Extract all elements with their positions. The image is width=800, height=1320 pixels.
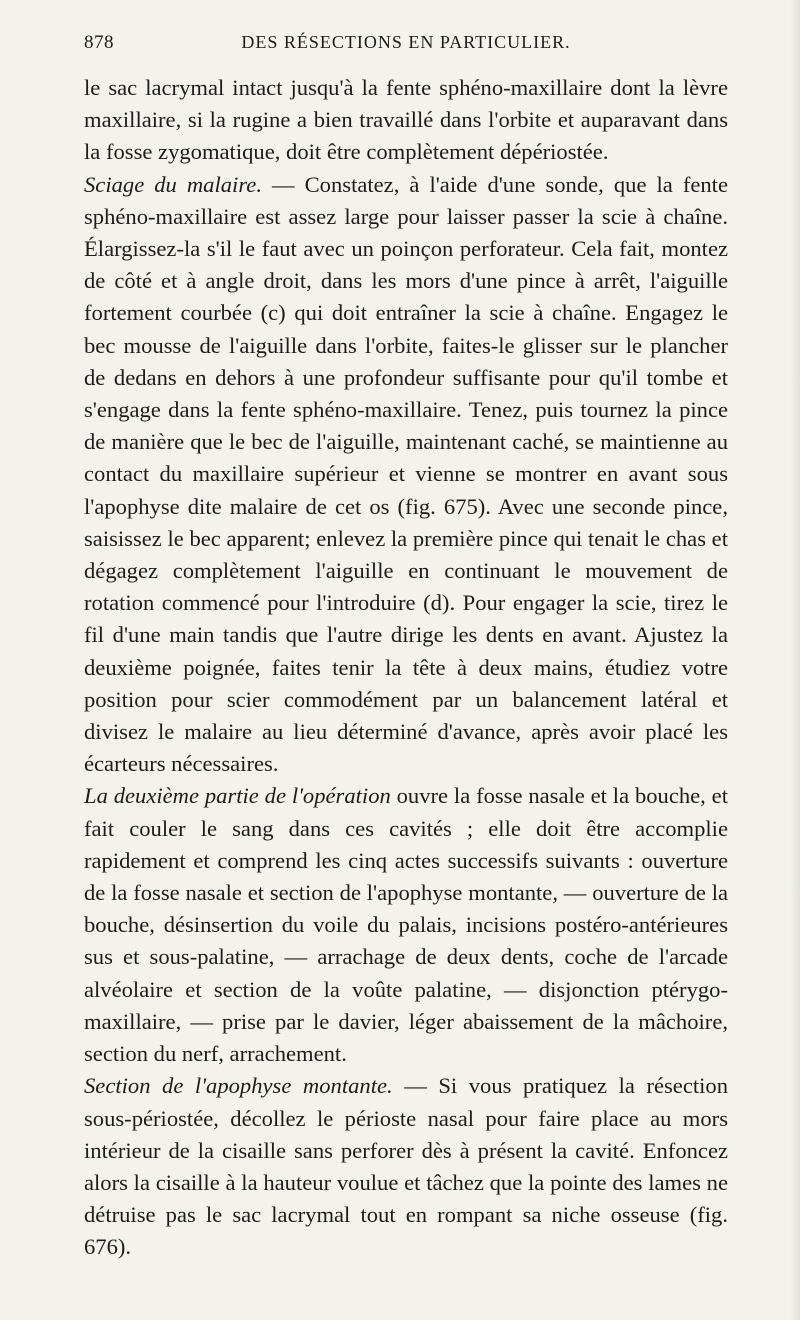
running-title: DES RÉSECTIONS EN PARTICULIER. <box>241 32 571 52</box>
paragraph-text: — Constatez, à l'aide d'une sonde, que la fente sphéno-maxillaire est assez large pour laisser passer la scie à chaîne. Élargissez-la s'il le faut avec un poinçon perforateur. Cela fait, montez de côté et à angle droit, dans les mors d'une pince à arrêt, l'aiguille fortement courbée (c) qui doit entraîner la scie à chaîne. Engagez le bec mousse de l'aiguille dans l'orbite, faites-le glisser sur le plancher de dedans en dehors à une profondeur suffisante pour qu'il tombe et s'engage dans la fente sphéno-maxillaire. Tenez, puis tournez la pince de manière que le bec de l'aiguille, maintenant caché, se maintienne au contact du maxillaire supérieur et vienne se montrer en avant sous l'apophyse dite malaire de cet os (fig. 675). Avec une seconde pince, saisissez le bec apparent; enlevez la première pince qui tenait le chas et dégagez complètement l'aiguille en continuant le mouvement de rotation commencé pour l'introduire (d). Pour engager la scie, tirez le fil d'une main tandis que l'autre dirige les dents en avant. Ajustez la deuxième poignée, faites tenir la tête à deux mains, étudiez votre position pour scier commodément par un balancement latéral et divisez le malaire au lieu déterminé d'avance, après avoir placé les écarteurs nécessaires. <box>84 171 728 777</box>
section-title: Sciage du malaire. <box>84 171 262 197</box>
paragraph <box>84 72 728 169</box>
paragraph <box>84 169 728 781</box>
body-text <box>84 72 728 1264</box>
paragraph-text: — Si vous pratiquez la résection sous-périostée, décollez le périoste nasal pour faire place au mors intérieur de la cisaille sans perforer dès à présent la cavité. Enfoncez alors la cisaille à la hauteur voulue et tâchez que la pointe des lames ne détruise pas le sac lacrymal tout en rompant sa niche osseuse (fig. 676). <box>84 1073 729 1260</box>
paragraph-text: ouvre la fosse nasale et la bouche, et fait couler le sang dans ces cavités ; elle doit être accomplie rapidement et comprend les cinq actes successifs suivants : ouverture de la fosse nasale et section de l'apophyse montante, — ouverture de la bouche, désinsertion du voile du palais, incisions postéro-antérieures sus et sous-palatine, — arrachage de deux dents, coche de l'arcade alvéolaire et section de la voûte palatine, — disjonction ptérygo-maxillaire, — prise par le davier, léger abaissement de la mâchoire, section du nerf, arrachement. <box>84 783 728 1067</box>
section-title: La deuxième partie de l'opération <box>84 783 391 809</box>
paragraph <box>84 780 728 1070</box>
paragraph-text: le sac lacrymal intact jusqu'à la fente sphéno-maxillaire dont la lèvre maxillaire, si la rugine a bien travaillé dans l'orbite et auparavant dans la fosse zygomatique, doit être complètement dépériostée. <box>84 75 728 165</box>
page-header <box>84 32 728 62</box>
paragraph <box>84 1070 728 1263</box>
page-edge-shadow <box>790 0 800 1320</box>
section-title: Section de l'apophyse montante. <box>84 1073 393 1099</box>
page-number: 878 <box>84 32 114 53</box>
